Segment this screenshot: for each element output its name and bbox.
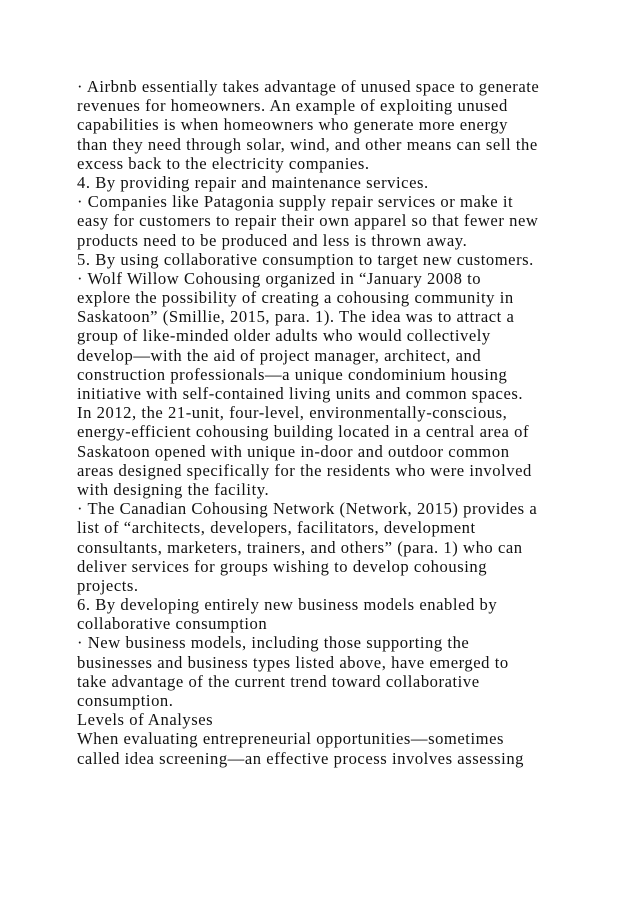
text-line: · New business models, including those supporting the (77, 633, 470, 653)
text-line: develop—with the aid of project manager, architect, and (77, 345, 482, 365)
document-body (77, 77, 577, 768)
text-line: capabilities is when homeowners who generate more energy (77, 115, 508, 135)
text-line: · Companies like Patagonia supply repair services or make it (77, 192, 514, 212)
text-line: businesses and business types listed above, have emerged to (77, 652, 509, 672)
text-line: called idea screening—an effective process involves assessing (77, 748, 525, 768)
section-heading: 5. By using collaborative consumption to target new customers. (77, 249, 534, 269)
text-line: than they need through solar, wind, and other means can sell the (77, 134, 538, 154)
text-line: products need to be produced and less is thrown away. (77, 230, 468, 250)
text-line: areas designed specifically for the residents who were involved (77, 460, 532, 480)
text-line: initiative with self-contained living units and common spaces. (77, 384, 524, 403)
section-title: Levels of Analyses (77, 710, 214, 730)
text-line: list of “architects, developers, facilitators, development (77, 518, 476, 538)
text-line: take advantage of the current trend toward collaborative (77, 671, 480, 691)
section-heading: collaborative consumption (77, 614, 268, 634)
text-line: consumption. (77, 691, 174, 710)
text-line: · Airbnb essentially takes advantage of unused space to generate (77, 77, 540, 96)
text-line: projects. (77, 575, 139, 595)
text-line: Saskatoon opened with unique in-door and outdoor common (77, 441, 510, 461)
section-heading: 4. By providing repair and maintenance services. (77, 172, 429, 192)
text-line: group of like-minded older adults who would collectively (77, 326, 491, 346)
text-line: energy-efficient cohousing building located in a central area of (77, 422, 530, 442)
text-line: with designing the facility. (77, 479, 270, 499)
text-line: · Wolf Willow Cohousing organized in “January 2008 to (77, 268, 482, 288)
text-line: · The Canadian Cohousing Network (Network, 2015) provides a (77, 499, 538, 519)
text-line: excess back to the electricity companies. (77, 153, 370, 173)
text-line: deliver services for groups wishing to develop cohousing (77, 556, 488, 576)
text-line: construction professionals—a unique condominium housing (77, 364, 508, 384)
section-heading: 6. By developing entirely new business models enabled by (77, 595, 498, 615)
text-line: revenues for homeowners. An example of exploiting unused (77, 96, 508, 116)
text-line: consultants, marketers, trainers, and others” (para. 1) who can (77, 537, 523, 557)
text-line: In 2012, the 21-unit, four-level, environmentally-conscious, (77, 403, 508, 423)
text-line: When evaluating entrepreneurial opportunities—sometimes (77, 729, 504, 749)
text-line: easy for customers to repair their own apparel so that fewer new (77, 211, 539, 231)
text-line: Saskatoon” (Smillie, 2015, para. 1). The idea was to attract a (77, 307, 515, 327)
text-line: explore the possibility of creating a cohousing community in (77, 288, 514, 308)
